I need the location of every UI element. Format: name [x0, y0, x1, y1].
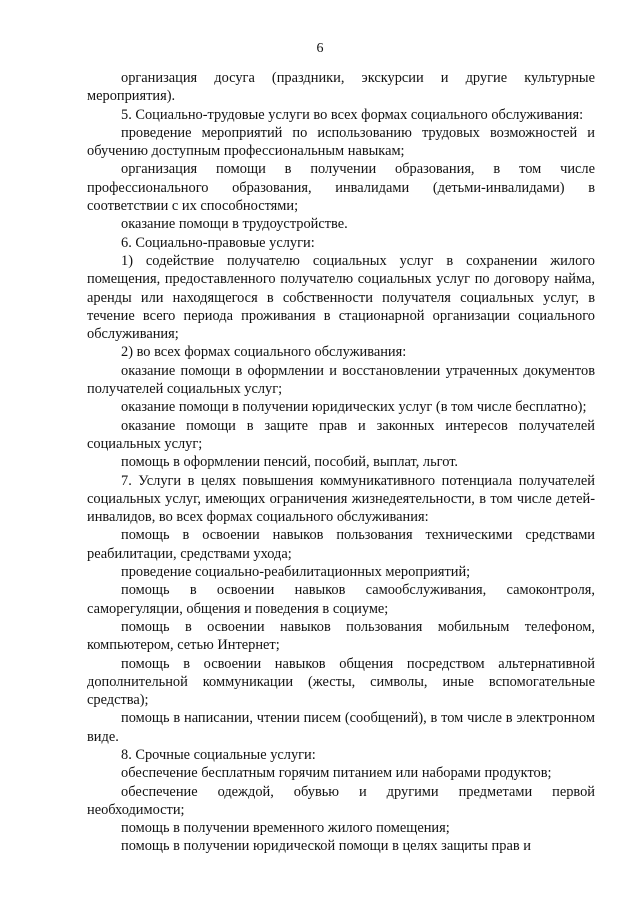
paragraph-legal-aid: помощь в получении юридической помощи в целях защиты прав и — [121, 838, 531, 855]
paragraph-pensions-benefits: помощь в оформлении пенсий, пособий, выплат, льгот. — [121, 454, 459, 471]
paragraph-housing-assistance: 1) содействие получателю социальных услуг в сохранении жилого помещения, предоставленного получателю социальных услуг по договору найма, аренды или находящегося в собственности получателя социальных услуг, в течение всего периода проживания в стационарной организации социального обслуживания; — [87, 252, 595, 343]
paragraph-self-care-skills: помощь в освоении навыков самообслуживания, самоконтроля, саморегуляции, общения и поведения в социуме; — [87, 582, 595, 617]
paragraph-rights-protection: оказание помощи в защите прав и законных интересов получателей социальных услуг; — [87, 417, 595, 452]
paragraph-documents-help: оказание помощи в оформлении и восстановлении утраченных документов получателей социальных услуг; — [87, 362, 595, 398]
paragraph-rehab-equipment: помощь в освоении навыков пользования техническими средствами реабилитации, средствами ухода; — [87, 527, 595, 562]
heading-section-5: 5. Социально-трудовые услуги во всех формах социального обслуживания: — [121, 106, 584, 123]
paragraph-temporary-housing: помощь в получении временного жилого помещения; — [121, 820, 450, 837]
paragraph-employment-help: оказание помощи в трудоустройстве. — [121, 216, 348, 233]
page-number: 6 — [316, 41, 324, 56]
paragraph-legal-services: оказание помощи в получении юридических услуг (в том числе бесплатно); — [121, 399, 587, 416]
paragraph-alternative-communication: помощь в освоении навыков общения посредством альтернативной дополнительной коммуникации (жесты, символы, иные вспомогательные средства); — [87, 655, 595, 709]
paragraph-hot-meals: обеспечение бесплатным горячим питанием или наборами продуктов; — [121, 765, 552, 782]
document-body — [87, 69, 595, 856]
paragraph-labor-skills: проведение мероприятий по использованию трудовых возможностей и обучению доступным профессиональным навыкам; — [87, 124, 595, 160]
heading-section-7: 7. Услуги в целях повышения коммуникативного потенциала получателей социальных услуг, имеющих ограничения жизнедеятельности, в том числе детей-инвалидов, во всех формах социального обслуживания: — [87, 472, 595, 526]
paragraph-rehab-activities: проведение социально-реабилитационных мероприятий; — [121, 564, 471, 581]
paragraph-letters-help: помощь в написании, чтении писем (сообщений), в том числе в электронном виде. — [87, 710, 595, 745]
paragraph-clothing: обеспечение одеждой, обувью и другими предметами первой необходимости; — [87, 783, 595, 818]
heading-section-8: 8. Срочные социальные услуги: — [121, 746, 316, 763]
paragraph-all-forms: 2) во всех формах социального обслуживания: — [121, 344, 407, 361]
paragraph-phone-computer-skills: помощь в освоении навыков пользования мобильным телефоном, компьютером, сетью Интернет; — [87, 618, 595, 654]
paragraph-leisure: организация досуга (праздники, экскурсии и другие культурные мероприятия). — [87, 70, 595, 105]
heading-section-6: 6. Социально-правовые услуги: — [121, 234, 315, 251]
paragraph-education-help: организация помощи в получении образования, в том числе профессионального образования, инвалидами (детьми-инвалидами) в соответствии с их способностями; — [87, 161, 595, 215]
